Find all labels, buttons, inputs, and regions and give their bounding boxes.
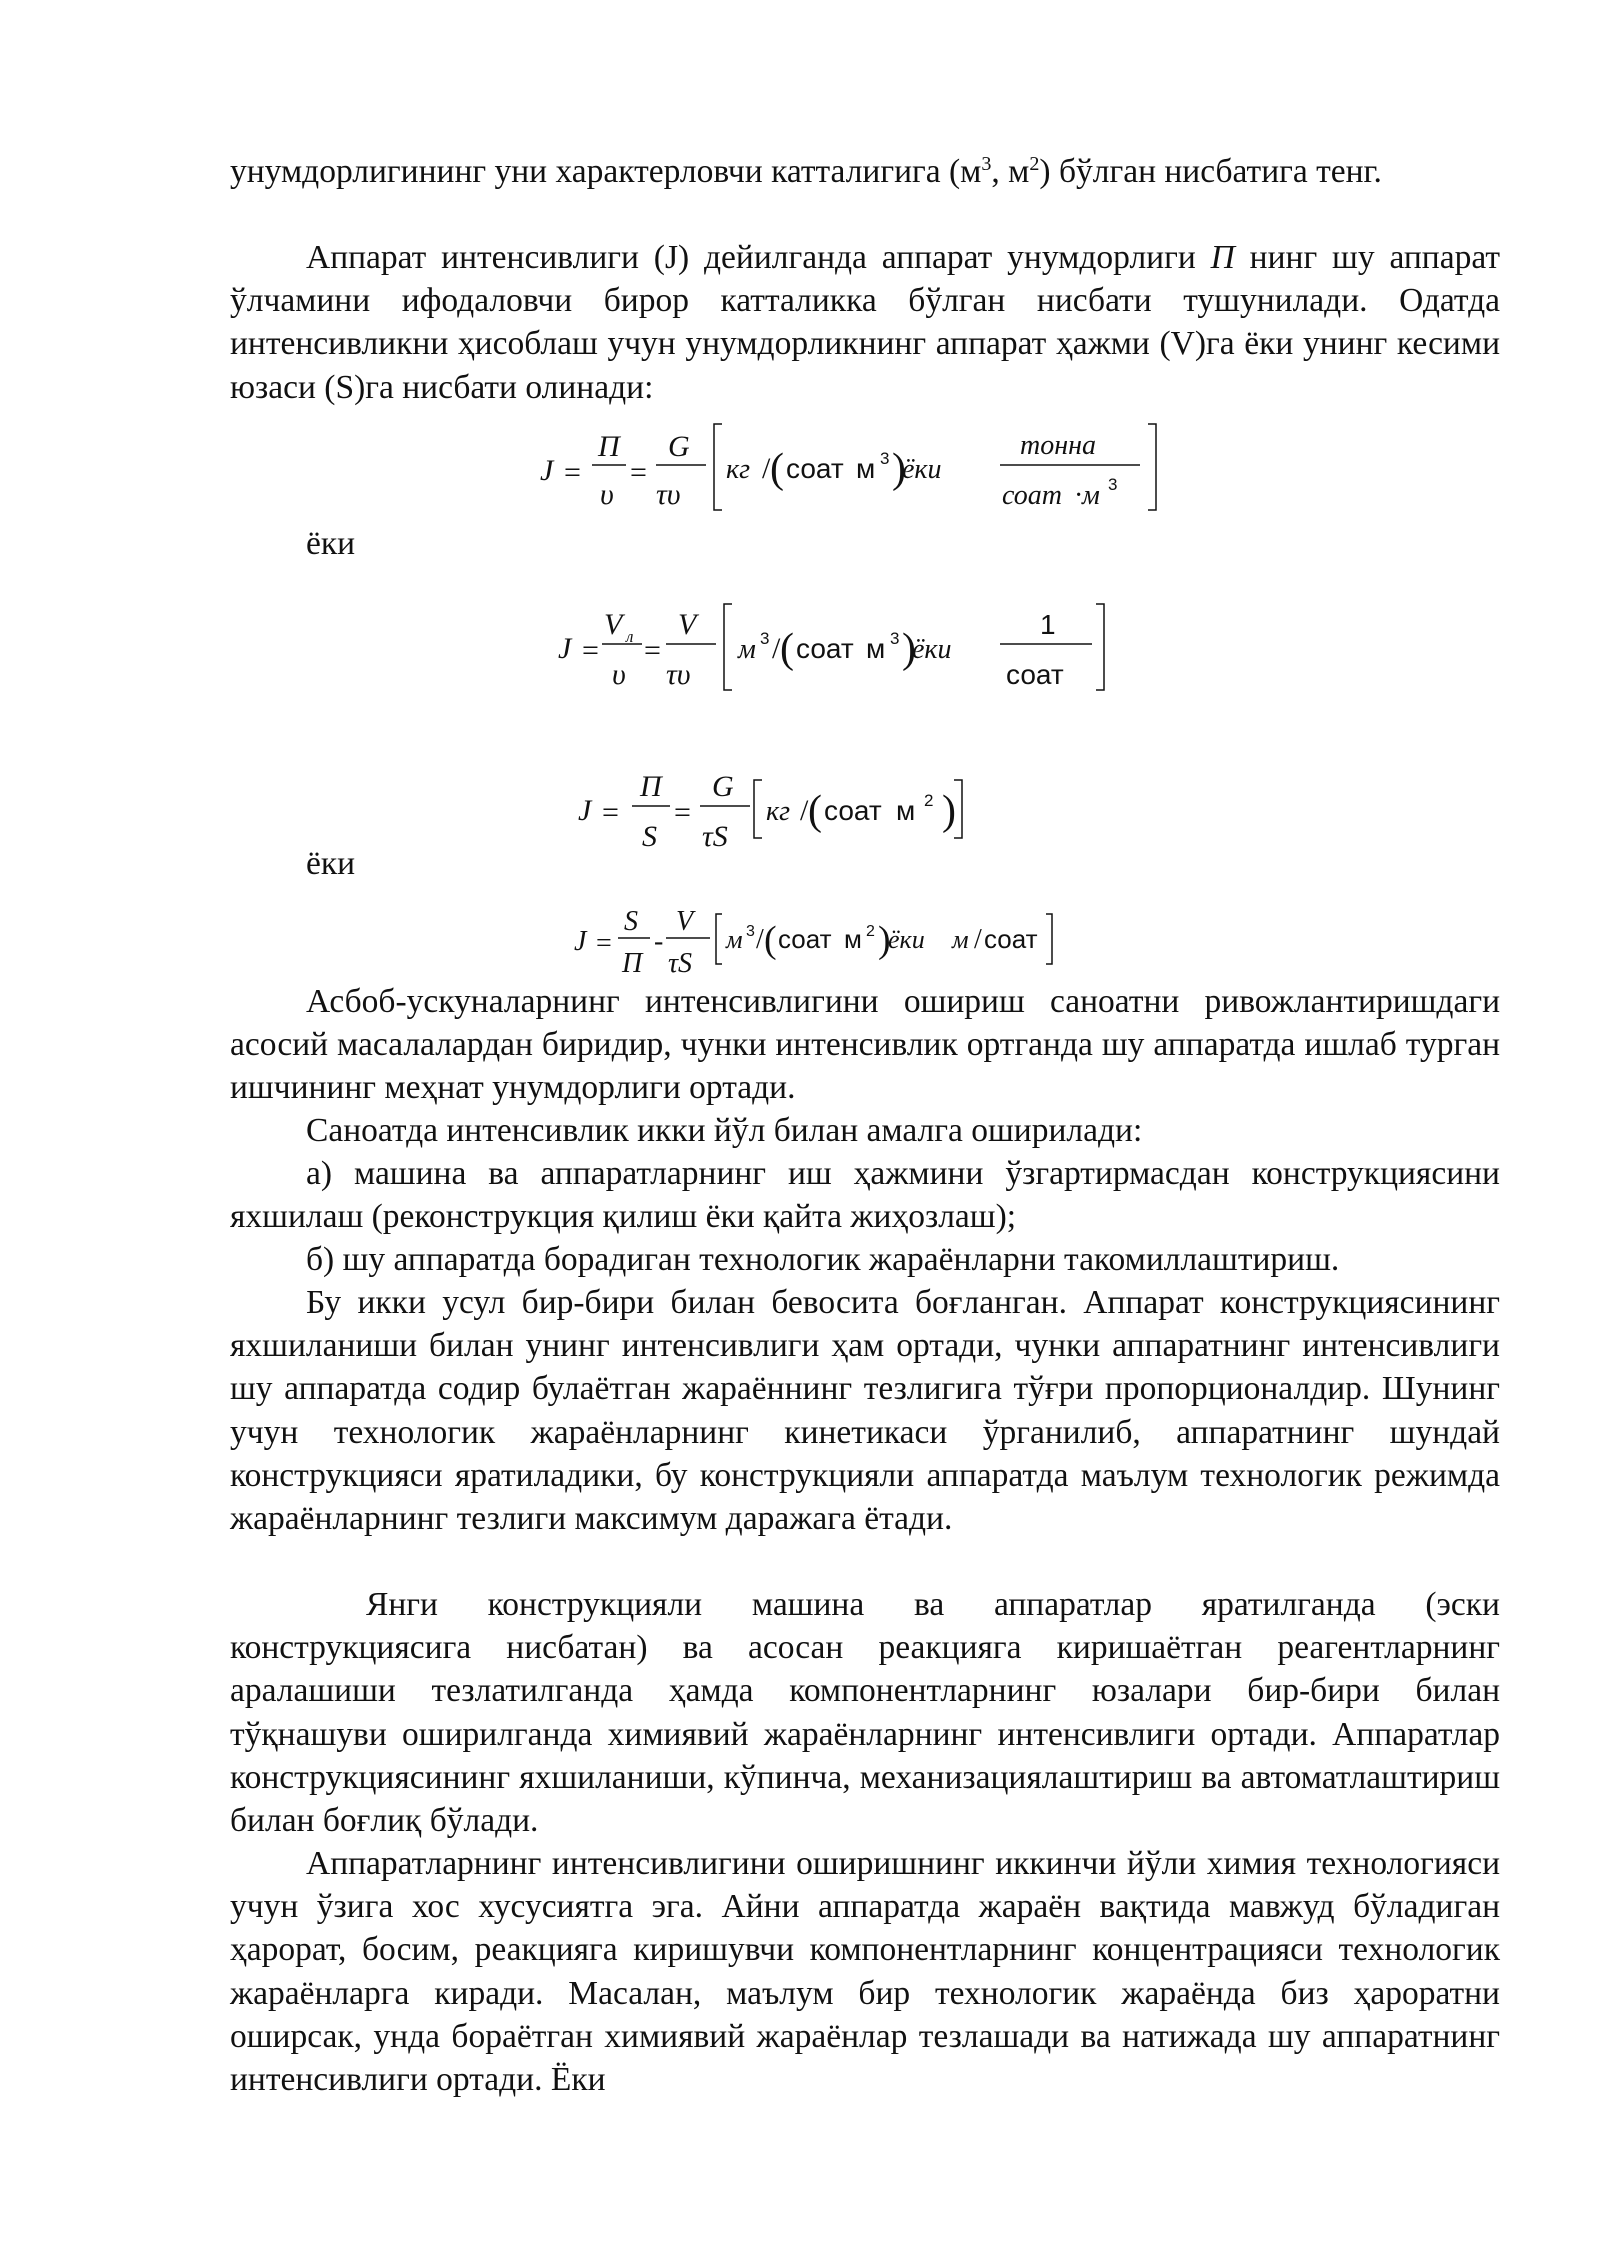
p2-text-b: нинг шу аппарат ўлчамини ифодаловчи бирор катталикка бўлган нисбати тушунилади. Одатда интенсивликни ҳисоблаш учун унумдорликнинг аппарат ҳажми (V)га ёки унинг кесими юзаси (S)га нисбати олинади:	[230, 239, 1500, 406]
f1-num2: G	[668, 430, 690, 463]
f2-one: 1	[1040, 609, 1056, 640]
f3-m: м	[896, 795, 916, 826]
f4-m: м	[726, 925, 743, 954]
f2-eki: ёки	[912, 634, 952, 665]
f1-soat-den: соат	[1002, 480, 1062, 511]
f2-m2: м	[866, 633, 886, 664]
p1-sup: 3	[981, 152, 992, 175]
f2-soat: соат	[796, 633, 854, 664]
f4-J: J	[574, 926, 587, 957]
f1-paren-close: )	[892, 446, 906, 492]
f2-num1: V	[604, 608, 623, 641]
f3-slash: /	[800, 794, 809, 827]
f1-dot: ·	[1074, 480, 1084, 511]
eki-label-1: ёки	[306, 525, 356, 562]
p2-text-a: Аппарат интенсивлиги (J) дейилганда аппарат унумдорлиги	[306, 239, 1211, 276]
f2-slash: /	[772, 632, 781, 665]
f2-den1: υ	[612, 658, 626, 691]
f2-paren-close: )	[902, 626, 916, 672]
formula-4	[570, 896, 1090, 986]
f1-exp3: 3	[880, 449, 890, 468]
p1-sup2: 2	[1029, 152, 1040, 175]
f4-num1: S	[624, 906, 638, 937]
f4-slash2: /	[974, 924, 982, 955]
f3-J: J	[578, 794, 592, 827]
f1-soat: соат	[786, 453, 844, 484]
f4-m3: м	[952, 925, 969, 954]
f3-unit-kg: кг	[766, 796, 791, 827]
f1-tonna: тонна	[1020, 430, 1097, 461]
formula-2	[552, 598, 1112, 698]
f1-m: м	[856, 453, 876, 484]
f2-m: м	[738, 634, 756, 665]
f4-minus: -	[654, 926, 664, 957]
f4-paren-close: )	[878, 919, 891, 961]
paragraph-1	[230, 150, 1500, 193]
f4-exp2: 2	[866, 923, 875, 940]
paragraph-9: Аппаратларнинг интенсивлигини оширишнинг иккинчи йўли химия технологияси учун ўзига хос хусусиятга эга. Айни аппаратда жараён вақтида мавжуд бўладиган ҳарорат, босим, реакцияга киришувчи компонентларнинг концентрацияси технологик жараёнларга киради. Масалан, маълум бир технологик жараёнда биз ҳароратни оширсак, унда бораётган химиявий жараёнлар тезлашади ва натижада шу аппаратнинг интенсивлиги ортади. Ёки	[230, 1845, 1500, 2099]
f4-soat: соат	[778, 924, 832, 954]
f3-den1: S	[642, 820, 657, 853]
f3-paren-open: (	[808, 788, 822, 834]
f4-eki: ёки	[888, 925, 925, 954]
f3-num1: П	[640, 770, 662, 803]
formula-3	[572, 760, 1042, 860]
f1-slash: /	[762, 452, 771, 485]
f3-paren-close: )	[942, 788, 956, 834]
f2-eq2: =	[644, 634, 661, 667]
f3-exp2: 2	[924, 791, 934, 810]
eki-label-2: ёки	[306, 845, 356, 882]
f4-soat2: соат	[984, 924, 1038, 954]
f1-J: J	[540, 454, 554, 487]
f1-m-den: м	[1082, 480, 1100, 511]
f4-paren-open: (	[764, 919, 777, 961]
f2-paren-open: (	[780, 626, 794, 672]
f4-slash: /	[756, 924, 764, 955]
f4-eq: =	[596, 928, 612, 959]
p2-pi-symbol: П	[1210, 239, 1235, 276]
f1-eq2: =	[630, 456, 647, 489]
paragraph-6: б) шу аппаратда борадиган технологик жараёнларни такомиллаштириш.	[306, 1241, 1340, 1278]
paragraph-5: а) машина ва аппаратларнинг иш ҳажмини ўзгартирмасдан конструкциясини яхшилаш (реконструкция қилиш ёки қайта жиҳозлаш);	[230, 1155, 1500, 1236]
f1-eq1: =	[564, 456, 581, 489]
f4-exp3: 3	[746, 923, 755, 940]
paragraph-8: Янги конструкцияли машина ва аппаратлар яратилганда (эски конструкциясига нисбатан) ва асосан реакцияга киришаётган реагентларнинг аралашиши тезлатилганда ҳамда компонентларнинг юзалари бир-бири билан тўқнашуви оширилганда химиявий жараёнларнинг интенсивлиги ортади. Аппаратлар конструкциясининг яхшиланиши, кўпинча, механизациялаштириш ва автоматлаштириш билан боғлиқ бўлади.	[230, 1586, 1500, 1840]
paragraph-7: Бу икки усул бир-бири билан бевосита боғланган. Аппарат конструкциясининг яхшиланиши билан унинг интенсивлиги ҳам ортади, чунки аппаратнинг интенсивлиги шу аппаратда содир булаётган жараённинг тезлигига тўғри пропорционалдир. Шунинг учун технологик жараёнларнинг кинетикаси ўрганилиб, аппаратнинг шундай конструкцияси яратиладики, бу конструкцияли аппаратда маълум технологик режимда жараёнларнинг тезлиги максимум даражага ётади.	[230, 1284, 1500, 1538]
f3-eq2: =	[674, 796, 691, 829]
f1-paren-open: (	[770, 446, 784, 492]
paragraph-3: Асбоб-ускуналарнинг интенсивлигини ошириш саноатни ривожлантиришдаги асосий масалалардан биридир, чунки интенсивлик ортганда шу аппаратда ишлаб турган ишчининг меҳнат унумдорлиги ортади.	[230, 983, 1500, 1107]
f2-den2: τυ	[666, 658, 691, 691]
f1-eki: ёки	[902, 454, 942, 485]
f2-eq1: =	[582, 634, 599, 667]
f4-den1: П	[622, 948, 643, 979]
f1-den1: υ	[600, 478, 614, 511]
paragraph-4: Саноатда интенсивлик икки йўл билан амалга оширилади:	[306, 1112, 1143, 1149]
f2-J: J	[558, 632, 572, 665]
formula-1	[530, 418, 1170, 518]
p1-text: унумдорлигининг уни характерловчи катталигига (м	[230, 153, 982, 190]
f2-soat-den: соат	[1006, 659, 1064, 690]
f3-den2: τS	[702, 820, 728, 853]
f2-num2: V	[678, 608, 697, 641]
f2-num1-sub: л	[626, 627, 634, 646]
f1-den2: τυ	[656, 478, 681, 511]
f1-unit-kg: кг	[726, 454, 751, 485]
p1-mid: , м	[991, 153, 1030, 190]
f4-den2: τS	[668, 948, 693, 979]
f4-num2: V	[676, 906, 694, 937]
f1-num1: П	[598, 430, 620, 463]
f3-soat: соат	[824, 795, 882, 826]
f1-exp3-den: 3	[1108, 475, 1118, 494]
f3-num2: G	[712, 770, 734, 803]
paragraph-2	[230, 236, 1500, 409]
f4-m2: м	[844, 924, 862, 954]
f2-exp3b: 3	[890, 629, 900, 648]
p1-end: ) бўлган нисбатига тенг.	[1039, 153, 1382, 190]
f3-eq1: =	[602, 796, 619, 829]
f2-exp3: 3	[760, 629, 770, 648]
